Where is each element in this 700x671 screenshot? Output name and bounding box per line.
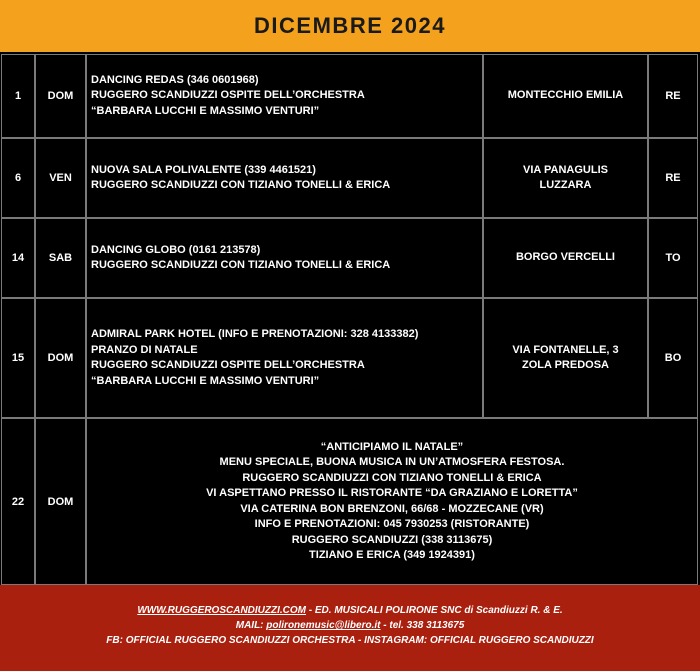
description-line: RUGGERO SCANDIUZZI (338 3113675) (291, 533, 493, 546)
location-line: BORGO VERCELLI (515, 251, 615, 264)
description-line: DANCING GLOBO (0161 213578) (91, 243, 261, 256)
description-line: NUOVA SALA POLIVALENTE (339 4461521) (91, 163, 316, 176)
event-description (86, 218, 483, 298)
description-line: TIZIANO E ERICA (349 1924391) (309, 549, 475, 561)
footer-line-social: FB: OFFICIAL RUGGERO SCANDIUZZI ORCHESTRA - INSTAGRAM: OFFICIAL RUGGERO SCANDIUZZI (106, 635, 594, 646)
description-line: RUGGERO SCANDIUZZI CON TIZIANO TONELLI & ERICA (242, 471, 542, 484)
description-line: RUGGERO SCANDIUZZI OSPITE DELL’ORCHESTRA (91, 359, 365, 371)
events-table (0, 52, 700, 585)
weekday: VEN (35, 138, 86, 218)
table-row (0, 54, 700, 138)
table-row (0, 418, 700, 585)
event-description (86, 138, 483, 218)
weekday: DOM (35, 418, 86, 585)
event-location (483, 54, 648, 138)
description-line: RUGGERO SCANDIUZZI OSPITE DELL’ORCHESTRA (91, 89, 365, 102)
publisher-text: - ED. MUSICALI POLIRONE SNC di Scandiuzzi R. & E. (306, 605, 563, 616)
description-line: “BARBARA LUCCHI E MASSIMO VENTURI” (91, 104, 320, 117)
description-line: VI ASPETTANO PRESSO IL RISTORANTE “DA GRAZIANO E LORETTA” (206, 487, 578, 499)
description-line: “BARBARA LUCCHI E MASSIMO VENTURI” (91, 374, 320, 387)
description-line: MENU SPECIALE, BUONA MUSICA IN UN’ATMOSFERA FESTOSA. (219, 456, 565, 468)
description-line: VIA CATERINA BON BRENZONI, 66/68 - MOZZECANE (VR) (240, 502, 544, 515)
event-location (483, 298, 648, 418)
footer-line-mail (0, 618, 700, 633)
weekday: SAB (35, 218, 86, 298)
weekday: DOM (35, 54, 86, 138)
event-description (86, 418, 698, 585)
weekday: DOM (35, 298, 86, 418)
day-number: 6 (1, 138, 35, 218)
phone-text: - tel. 338 3113675 (380, 620, 465, 631)
province: BO (648, 298, 698, 418)
table-row (0, 138, 700, 218)
location-line: LUZZARA (539, 179, 592, 191)
mail-label: MAIL: (235, 620, 267, 631)
location-line: MONTECCHIO EMILIA (507, 89, 624, 102)
province: RE (648, 54, 698, 138)
province: TO (648, 218, 698, 298)
month-title: DICEMBRE 2024 (254, 13, 446, 38)
description-line: “ANTICIPIAMO IL NATALE” (320, 440, 464, 453)
description-line: PRANZO DI NATALE (91, 343, 198, 356)
day-number: 1 (1, 54, 35, 138)
day-number: 15 (1, 298, 35, 418)
location-line: ZOLA PREDOSA (522, 359, 609, 371)
day-number: 14 (1, 218, 35, 298)
table-row (0, 218, 700, 298)
footer-line-website (0, 603, 700, 618)
province: RE (648, 138, 698, 218)
location-line: VIA FONTANELLE, 3 (512, 343, 619, 356)
description-line: RUGGERO SCANDIUZZI CON TIZIANO TONELLI & ERICA (91, 259, 391, 271)
description-line: RUGGERO SCANDIUZZI CON TIZIANO TONELLI & ERICA (91, 179, 391, 191)
day-number: 22 (1, 418, 35, 585)
event-location (483, 138, 648, 218)
event-description (86, 298, 483, 418)
description-line: INFO E PRENOTAZIONI: 045 7930253 (RISTORANTE) (254, 518, 530, 530)
email-link[interactable]: polironemusic@libero.it (266, 620, 381, 631)
description-line: DANCING REDAS (346 0601968) (91, 73, 259, 86)
month-header (0, 0, 700, 52)
description-line: ADMIRAL PARK HOTEL (INFO E PRENOTAZIONI: 328 4133382) (91, 328, 419, 340)
event-description (86, 54, 483, 138)
event-location (483, 218, 648, 298)
website-link[interactable]: WWW.RUGGEROSCANDIUZZI.COM (137, 605, 306, 616)
location-line: VIA PANAGULIS (523, 163, 608, 176)
contact-footer (0, 585, 700, 671)
table-row (0, 298, 700, 418)
